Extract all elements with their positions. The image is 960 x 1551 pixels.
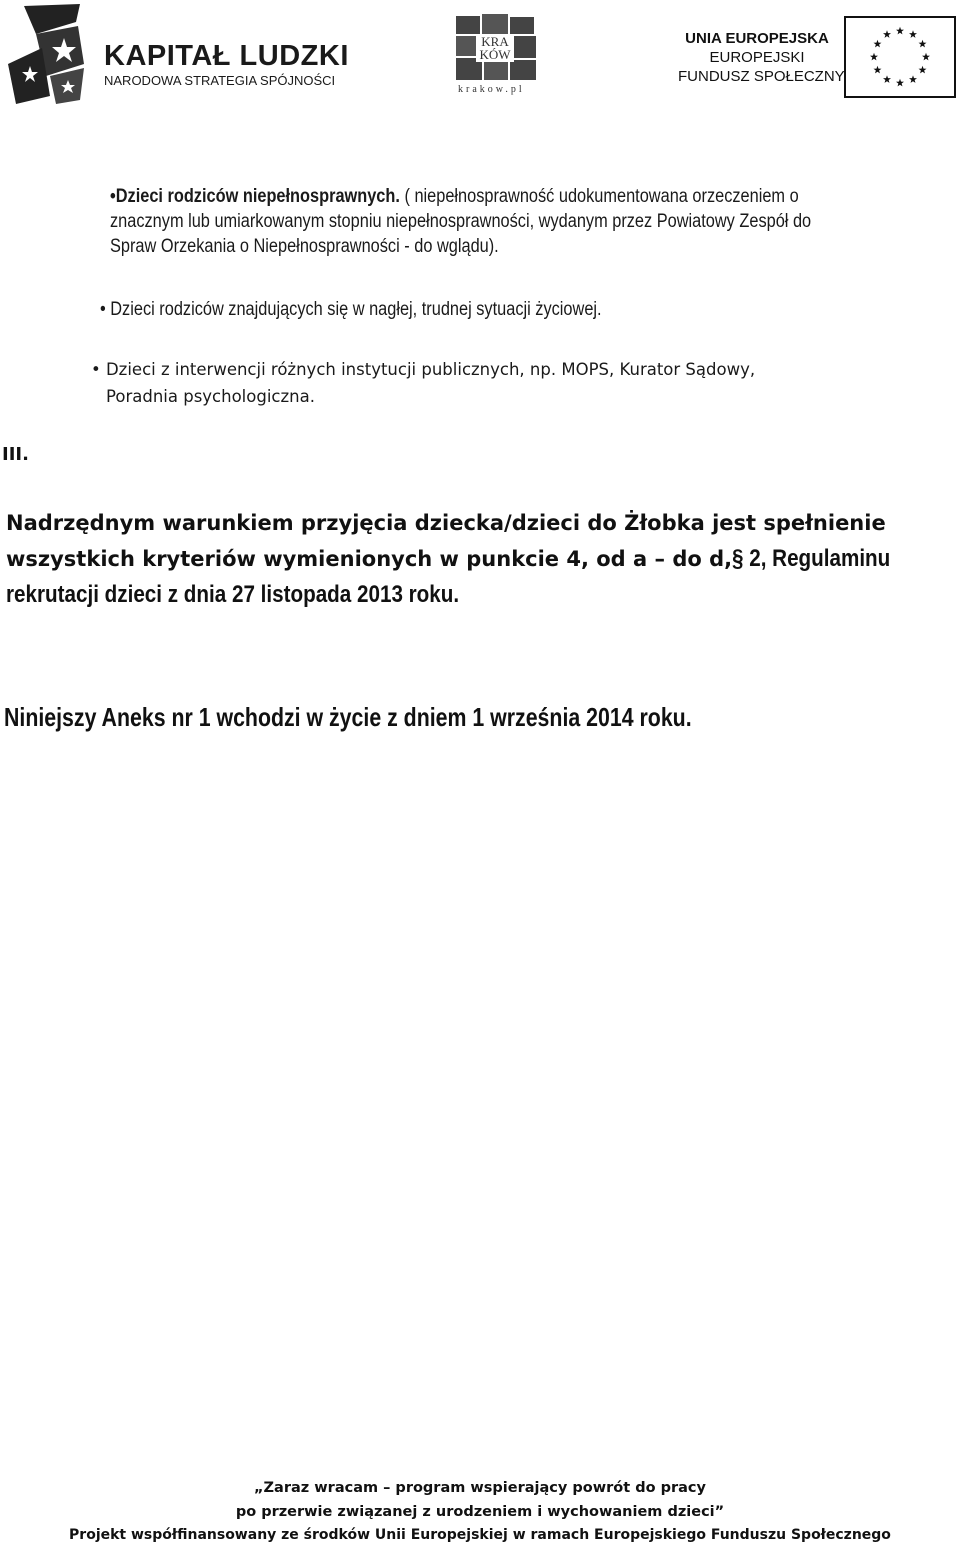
criterion-1-line-1 (110, 184, 811, 209)
criterion-3-line-1: • Dzieci z interwencji różnych instytucji publicznych, np. MOPS, Kurator Sądowy, (91, 360, 756, 379)
ue-line-3: FUNDUSZ SPOŁECZNY (678, 68, 845, 85)
krakow-url: krakow.pl (458, 84, 525, 95)
ue-efs-logo (678, 16, 960, 98)
kapital-ludzki-mark-icon (6, 4, 98, 108)
condition-line-2-b: § 2, Regulaminu (732, 545, 891, 572)
criterion-1-line-2: znacznym lub umiarkowanym stopniu niepełnosprawności, wydanym przez Powiatowy Zespół do (110, 211, 812, 232)
footer-line-3: Projekt współfinansowany ze środków Unii Europejskiej w ramach Europejskiego Funduszu Społecznego (69, 1527, 891, 1543)
criterion-disabled-parents (110, 184, 925, 259)
condition-line-2 (6, 541, 916, 577)
condition-line-3: rekrutacji dzieci z dnia 27 listopada 2013 roku. (6, 581, 460, 608)
condition-line-2-a: wszystkich kryteriów wymienionych w punkcie 4, od a – do d, (6, 547, 733, 571)
footer (0, 1477, 960, 1548)
criterion-intervention (91, 356, 755, 410)
section-number: III. (2, 444, 29, 465)
condition-line-1: Nadrzędnym warunkiem przyjęcia dziecka/dzieci do Żłobka jest spełnienie (6, 511, 886, 535)
criterion-3-line-2: Poradnia psychologiczna. (106, 387, 315, 406)
krakow-block-icon (454, 14, 538, 82)
footer-line-2: po przerwie związanej z urodzeniem i wychowaniem dzieci” (235, 1503, 725, 1520)
criterion-2-text: • Dzieci rodziców znajdujących się w nagłej, trudnej sytuacji życiowej. (100, 299, 602, 320)
admission-condition (6, 506, 916, 612)
aneks-effective-date: Niniejszy Aneks nr 1 wchodzi w życie z dniem 1 września 2014 roku. (4, 702, 692, 732)
criterion-1-line-1-rest: ( niepełnosprawność udokumentowana orzeczeniem o (399, 186, 799, 207)
krakow-logo (454, 14, 538, 96)
ue-line-1: UNIA EUROPEJSKA (685, 30, 829, 47)
footer-line-1: „Zaraz wracam – program wspierający powrót do pracy (254, 1480, 706, 1496)
krakow-text-2: KÓW (479, 47, 511, 62)
ue-line-2: EUROPEJSKI (709, 49, 805, 66)
krakow-text-1: KRA (481, 34, 509, 49)
eu-flag-icon (844, 16, 956, 98)
kapital-ludzki-title: KAPITAŁ LUDZKI (104, 40, 349, 72)
criterion-1-line-3: Spraw Orzekania o Niepełnosprawności - do wglądu). (110, 236, 499, 257)
kapital-ludzki-subtitle: NARODOWA STRATEGIA SPÓJNOŚCI (104, 73, 336, 88)
criterion-difficult-situation (100, 299, 683, 321)
criterion-1-heading: •Dzieci rodziców niepełnosprawnych. (110, 186, 400, 207)
kapital-ludzki-logo (6, 4, 349, 108)
